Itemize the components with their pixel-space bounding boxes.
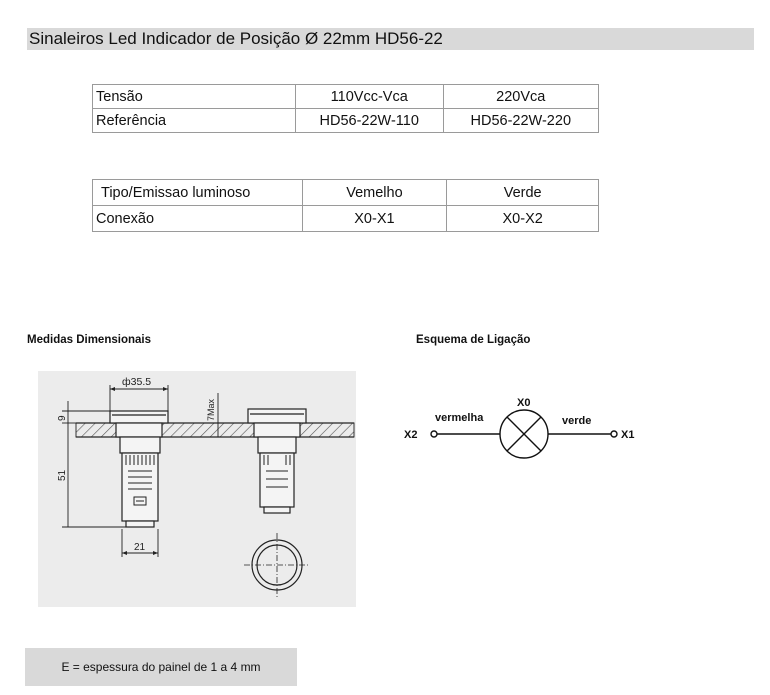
voltage-table xyxy=(92,84,599,133)
diameter-dimension: ф35.5 xyxy=(122,376,152,388)
right-wire-label: verde xyxy=(562,415,592,427)
color-table xyxy=(92,179,599,232)
head-height-dimension: 9 xyxy=(57,415,68,421)
terminal-x1 xyxy=(611,431,617,437)
max-depth-dimension: 7Max xyxy=(206,398,216,421)
dimension-drawing xyxy=(38,371,356,607)
page-title: Sinaleiros Led Indicador de Posição Ø 22mm HD56-22 xyxy=(29,29,443,48)
title-bar xyxy=(27,28,754,50)
x1-label: X1 xyxy=(621,429,635,441)
row-label: Tensão xyxy=(93,85,296,109)
table-cell: X0-X2 xyxy=(447,206,599,232)
table-cell: X0-X1 xyxy=(302,206,447,232)
table-row xyxy=(93,85,599,109)
wiring-label: Esquema de Ligação xyxy=(416,334,531,346)
dimensions-label: Medidas Dimensionais xyxy=(27,334,151,346)
drawing-background xyxy=(38,371,356,607)
x2-label: X2 xyxy=(404,429,418,441)
table-cell: 110Vcc-Vca xyxy=(295,85,443,109)
row-label: Tipo/Emissao luminoso xyxy=(93,180,303,206)
table-row xyxy=(93,206,599,232)
wiring-diagram xyxy=(398,390,648,460)
table-cell: 220Vca xyxy=(443,85,598,109)
panel-thickness-note: E = espessura do painel de 1 a 4 mm xyxy=(61,660,261,674)
table-cell: Vemelho xyxy=(302,180,447,206)
row-label: Referência xyxy=(93,109,296,133)
body-length-dimension: 51 xyxy=(57,469,68,481)
body-width-dimension: 21 xyxy=(134,542,146,553)
table-row xyxy=(93,109,599,133)
table-row xyxy=(93,180,599,206)
note-box xyxy=(25,648,297,686)
x0-label: X0 xyxy=(517,397,531,409)
table-cell: HD56-22W-110 xyxy=(295,109,443,133)
row-label: Conexão xyxy=(93,206,303,232)
terminal-x2 xyxy=(431,431,437,437)
table-cell: Verde xyxy=(447,180,599,206)
left-wire-label: vermelha xyxy=(435,412,484,424)
table-cell: HD56-22W-220 xyxy=(443,109,598,133)
